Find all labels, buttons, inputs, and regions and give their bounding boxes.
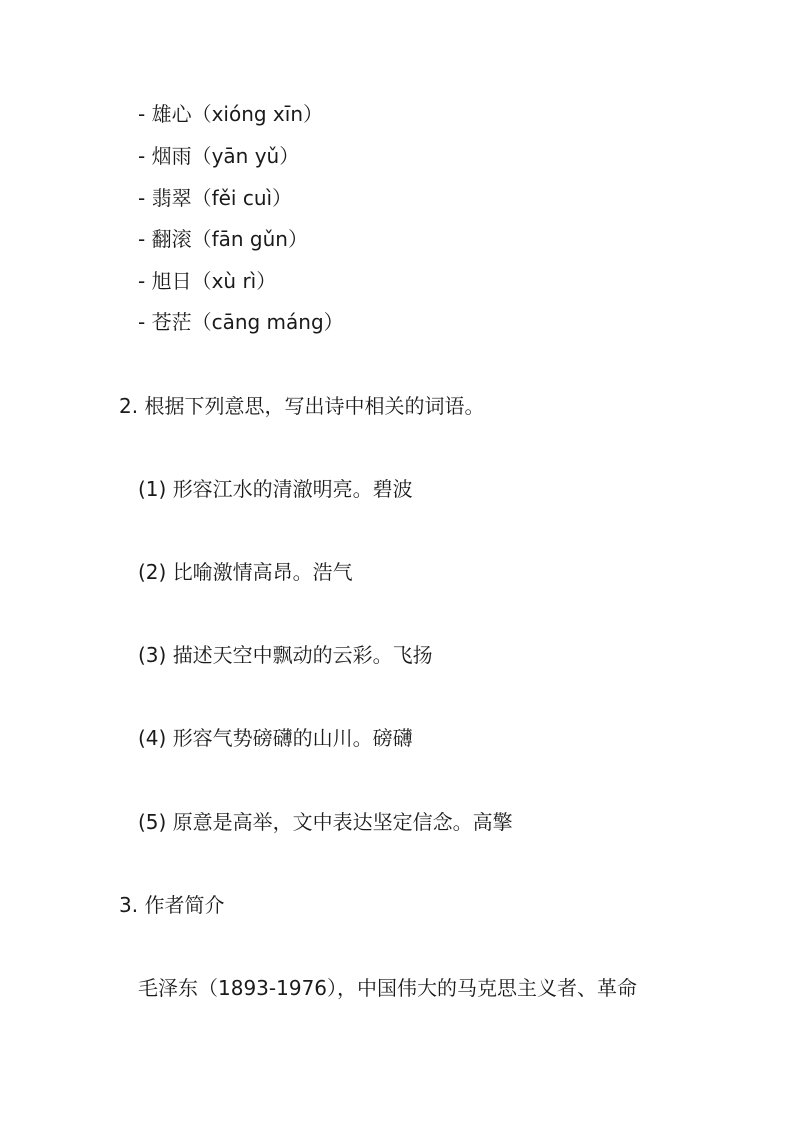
question-item: (4) 形容气势磅礴的山川。磅礴 <box>138 726 413 750</box>
vocab-item: - 烟雨（yān yǔ） <box>138 144 300 168</box>
question-item: (2) 比喻激情高昂。浩气 <box>138 560 353 584</box>
question-item: (3) 描述天空中飘动的云彩。飞扬 <box>138 643 433 667</box>
section-3-heading: 3. 作者简介 <box>119 893 225 917</box>
vocab-item: - 翡翠（fěi cuì） <box>138 186 293 210</box>
vocab-item: - 旭日（xù rì） <box>138 269 277 293</box>
vocab-item: - 翻滚（fān gǔn） <box>138 227 308 251</box>
section-2-heading: 2. 根据下列意思，写出诗中相关的词语。 <box>119 394 485 418</box>
vocab-item: - 苍茫（cāng máng） <box>138 310 344 334</box>
author-intro-paragraph: 毛泽东（1893-1976），中国伟大的马克思主义者、革命 <box>138 976 638 1000</box>
question-item: (5) 原意是高举，文中表达坚定信念。高擎 <box>138 810 513 834</box>
vocab-item: - 雄心（xióng xīn） <box>138 102 323 126</box>
question-item: (1) 形容江水的清澈明亮。碧波 <box>138 477 413 501</box>
